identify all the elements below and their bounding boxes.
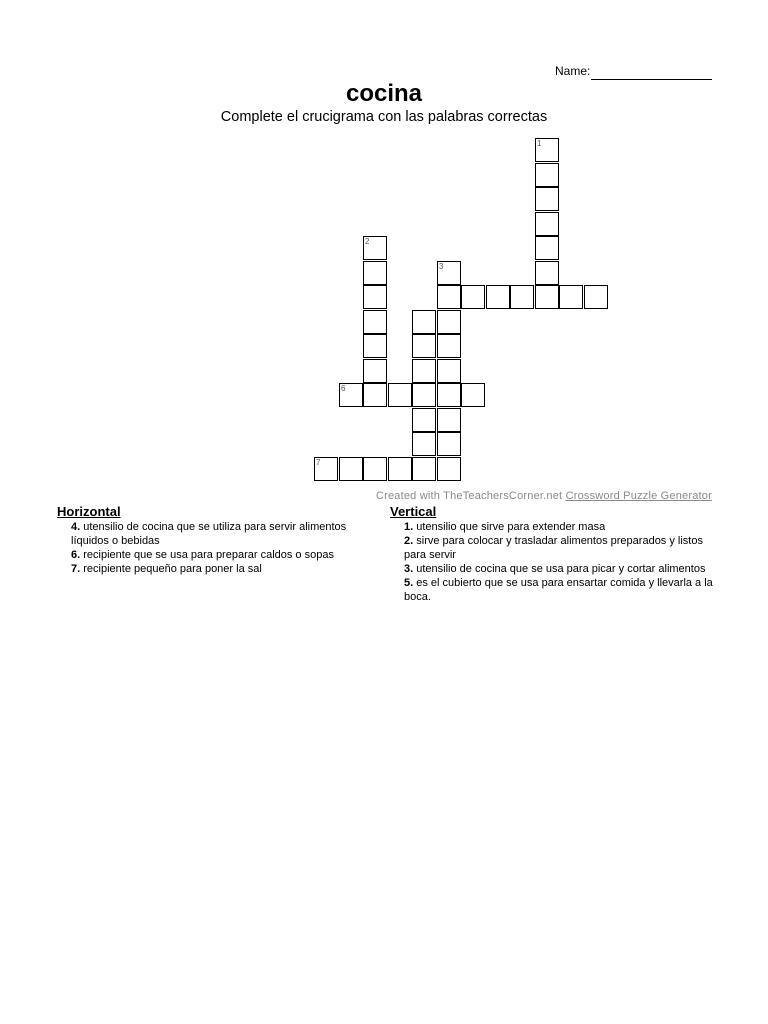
clue-number: 1. bbox=[404, 521, 414, 533]
page-title: cocina bbox=[345, 80, 423, 107]
clue-number: 3. bbox=[404, 563, 414, 575]
horizontal-heading: Horizontal bbox=[57, 504, 121, 519]
vertical-heading: Vertical bbox=[390, 504, 437, 519]
grid-cell[interactable] bbox=[461, 383, 485, 407]
clue-text: sirve para colocar y trasladar alimentos preparados y listos para servir bbox=[404, 535, 703, 561]
clue-text: utensilio que sirve para extender masa bbox=[413, 521, 606, 533]
grid-cell[interactable] bbox=[412, 359, 436, 383]
grid-cell[interactable] bbox=[437, 261, 461, 285]
vertical-clue bbox=[390, 520, 715, 534]
grid-cell[interactable] bbox=[412, 457, 436, 481]
grid-cell[interactable] bbox=[412, 334, 436, 358]
grid-cell[interactable] bbox=[510, 285, 534, 309]
grid-cell[interactable] bbox=[535, 163, 559, 187]
clue-number: 6. bbox=[71, 549, 81, 561]
grid-cell[interactable] bbox=[363, 359, 387, 383]
grid-cell[interactable] bbox=[535, 285, 559, 309]
clue-text: recipiente que se usa para preparar caldos o sopas bbox=[80, 549, 334, 561]
clue-text: recipiente pequeño para poner la sal bbox=[80, 563, 262, 575]
grid-cell[interactable] bbox=[535, 236, 559, 260]
clue-number: 2 bbox=[365, 237, 370, 246]
grid-cell[interactable] bbox=[339, 457, 363, 481]
horizontal-clue bbox=[57, 520, 377, 548]
grid-cell[interactable] bbox=[363, 236, 387, 260]
clue-text: utensilio de cocina que se usa para picar y cortar alimentos bbox=[413, 563, 706, 575]
horizontal-clues bbox=[57, 505, 377, 576]
grid-cell[interactable] bbox=[339, 383, 363, 407]
clue-text: utensilio de cocina que se utiliza para servir alimentos líquidos o bebidas bbox=[71, 521, 347, 547]
grid-cell[interactable] bbox=[535, 261, 559, 285]
clue-number: 4. bbox=[71, 521, 81, 533]
grid-cell[interactable] bbox=[363, 285, 387, 309]
grid-cell[interactable] bbox=[363, 457, 387, 481]
crossword-grid bbox=[0, 0, 768, 490]
grid-cell[interactable] bbox=[437, 359, 461, 383]
clue-number: 2. bbox=[404, 535, 414, 547]
generator-link[interactable]: Crossword Puzzle Generator bbox=[565, 490, 712, 502]
grid-cell[interactable] bbox=[535, 187, 559, 211]
grid-cell[interactable] bbox=[363, 261, 387, 285]
grid-cell[interactable] bbox=[437, 334, 461, 358]
grid-cell[interactable] bbox=[437, 383, 461, 407]
vertical-clue bbox=[390, 562, 715, 576]
grid-cell[interactable] bbox=[412, 408, 436, 432]
grid-cell[interactable] bbox=[388, 383, 412, 407]
name-label: Name: bbox=[555, 64, 591, 78]
grid-cell[interactable] bbox=[535, 212, 559, 236]
horizontal-clue bbox=[57, 562, 377, 576]
vertical-clues bbox=[390, 505, 715, 604]
clue-number: 6 bbox=[341, 384, 346, 393]
grid-cell[interactable] bbox=[412, 383, 436, 407]
grid-cell[interactable] bbox=[437, 432, 461, 456]
grid-cell[interactable] bbox=[388, 457, 412, 481]
grid-cell[interactable] bbox=[437, 457, 461, 481]
clue-number: 7 bbox=[316, 458, 321, 467]
grid-cell[interactable] bbox=[486, 285, 510, 309]
clue-number: 3 bbox=[439, 262, 444, 271]
grid-cell[interactable] bbox=[314, 457, 338, 481]
page-subtitle: Complete el crucigrama con las palabras correctas bbox=[220, 109, 548, 125]
clue-number: 7. bbox=[71, 563, 81, 575]
clue-number: 5. bbox=[404, 577, 414, 589]
grid-cell[interactable] bbox=[584, 285, 608, 309]
grid-cell[interactable] bbox=[461, 285, 485, 309]
vertical-clue bbox=[390, 576, 715, 604]
vertical-clue bbox=[390, 534, 715, 562]
credit-prefix: Created with TheTeachersCorner.net bbox=[375, 490, 566, 502]
clue-text: es el cubierto que se usa para ensartar comida y llevarla a la boca. bbox=[404, 577, 713, 603]
grid-cell[interactable] bbox=[363, 310, 387, 334]
grid-cell[interactable] bbox=[437, 408, 461, 432]
credit-line bbox=[376, 490, 712, 502]
grid-cell[interactable] bbox=[437, 310, 461, 334]
grid-cell[interactable] bbox=[559, 285, 583, 309]
grid-cell[interactable] bbox=[412, 432, 436, 456]
clue-number: 1 bbox=[537, 139, 542, 148]
grid-cell[interactable] bbox=[437, 285, 461, 309]
horizontal-clue bbox=[57, 548, 377, 562]
grid-cell[interactable] bbox=[363, 383, 387, 407]
grid-cell[interactable] bbox=[363, 334, 387, 358]
grid-cell[interactable] bbox=[535, 138, 559, 162]
grid-cell[interactable] bbox=[412, 310, 436, 334]
